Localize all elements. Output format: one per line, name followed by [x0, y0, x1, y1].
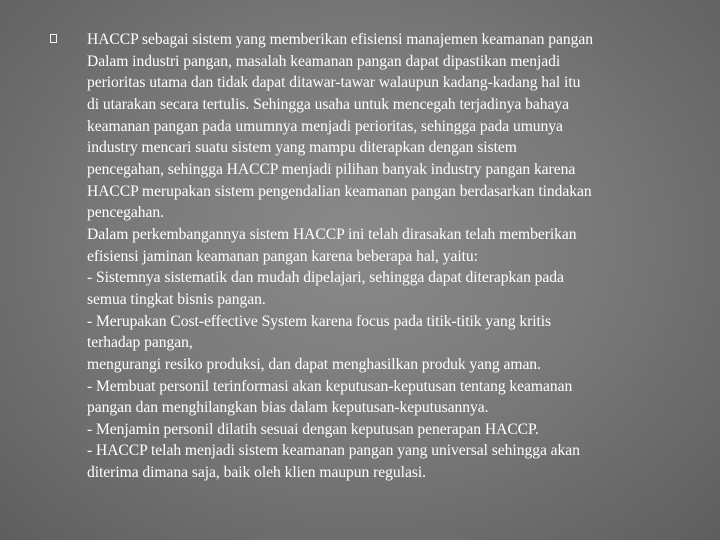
- text-line: mengurangi resiko produksi, dan dapat menghasilkan produk yang aman.: [87, 355, 541, 373]
- slide-body-text: [87, 29, 702, 484]
- text-line: - Membuat personil terinformasi akan keputusan-keputusan tentang keamanan: [87, 377, 573, 395]
- text-line: diterima dimana saja, baik oleh klien maupun regulasi.: [87, 464, 426, 482]
- text-line: di utarakan secara tertulis. Sehingga usaha untuk mencegah terjadinya bahaya: [87, 95, 570, 113]
- text-line: pencegahan, sehingga HACCP menjadi pilihan banyak industry pangan karena: [87, 160, 576, 178]
- square-bullet-icon: [50, 34, 57, 43]
- text-line: semua tingkat bisnis pangan.: [87, 290, 266, 308]
- text-line: - HACCP telah menjadi sistem keamanan pangan yang universal sehingga akan: [87, 442, 580, 460]
- text-line: terhadap pangan,: [87, 334, 193, 352]
- text-line: Dalam industri pangan, masalah keamanan pangan dapat dipastikan menjadi: [87, 52, 561, 70]
- text-line: perioritas utama dan tidak dapat ditawar-tawar walaupun kadang-kadang hal itu: [87, 74, 581, 92]
- text-line: - Merupakan Cost-effective System karena focus pada titik-titik yang kritis: [87, 312, 552, 330]
- text-line: - Menjamin personil dilatih sesuai dengan keputusan penerapan HACCP.: [87, 420, 539, 438]
- text-line: pangan dan menghilangkan bias dalam keputusan-keputusannya.: [87, 399, 489, 417]
- text-line: HACCP merupakan sistem pengendalian keamanan pangan berdasarkan tindakan: [87, 182, 592, 200]
- text-line: keamanan pangan pada umumnya menjadi perioritas, sehingga pada umunya: [87, 117, 563, 135]
- text-line: - Sistemnya sistematik dan mudah dipelajari, sehingga dapat diterapkan pada: [87, 269, 564, 287]
- text-line: HACCP sebagai sistem yang memberikan efisiensi manajemen keamanan pangan: [87, 31, 593, 48]
- text-line: pencegahan.: [87, 204, 164, 222]
- text-line: efisiensi jaminan keamanan pangan karena beberapa hal, yaitu:: [87, 247, 478, 265]
- text-line: Dalam perkembangannya sistem HACCP ini telah dirasakan telah memberikan: [87, 225, 577, 243]
- text-line: industry mencari suatu sistem yang mampu diterapkan dengan sistem: [87, 139, 517, 157]
